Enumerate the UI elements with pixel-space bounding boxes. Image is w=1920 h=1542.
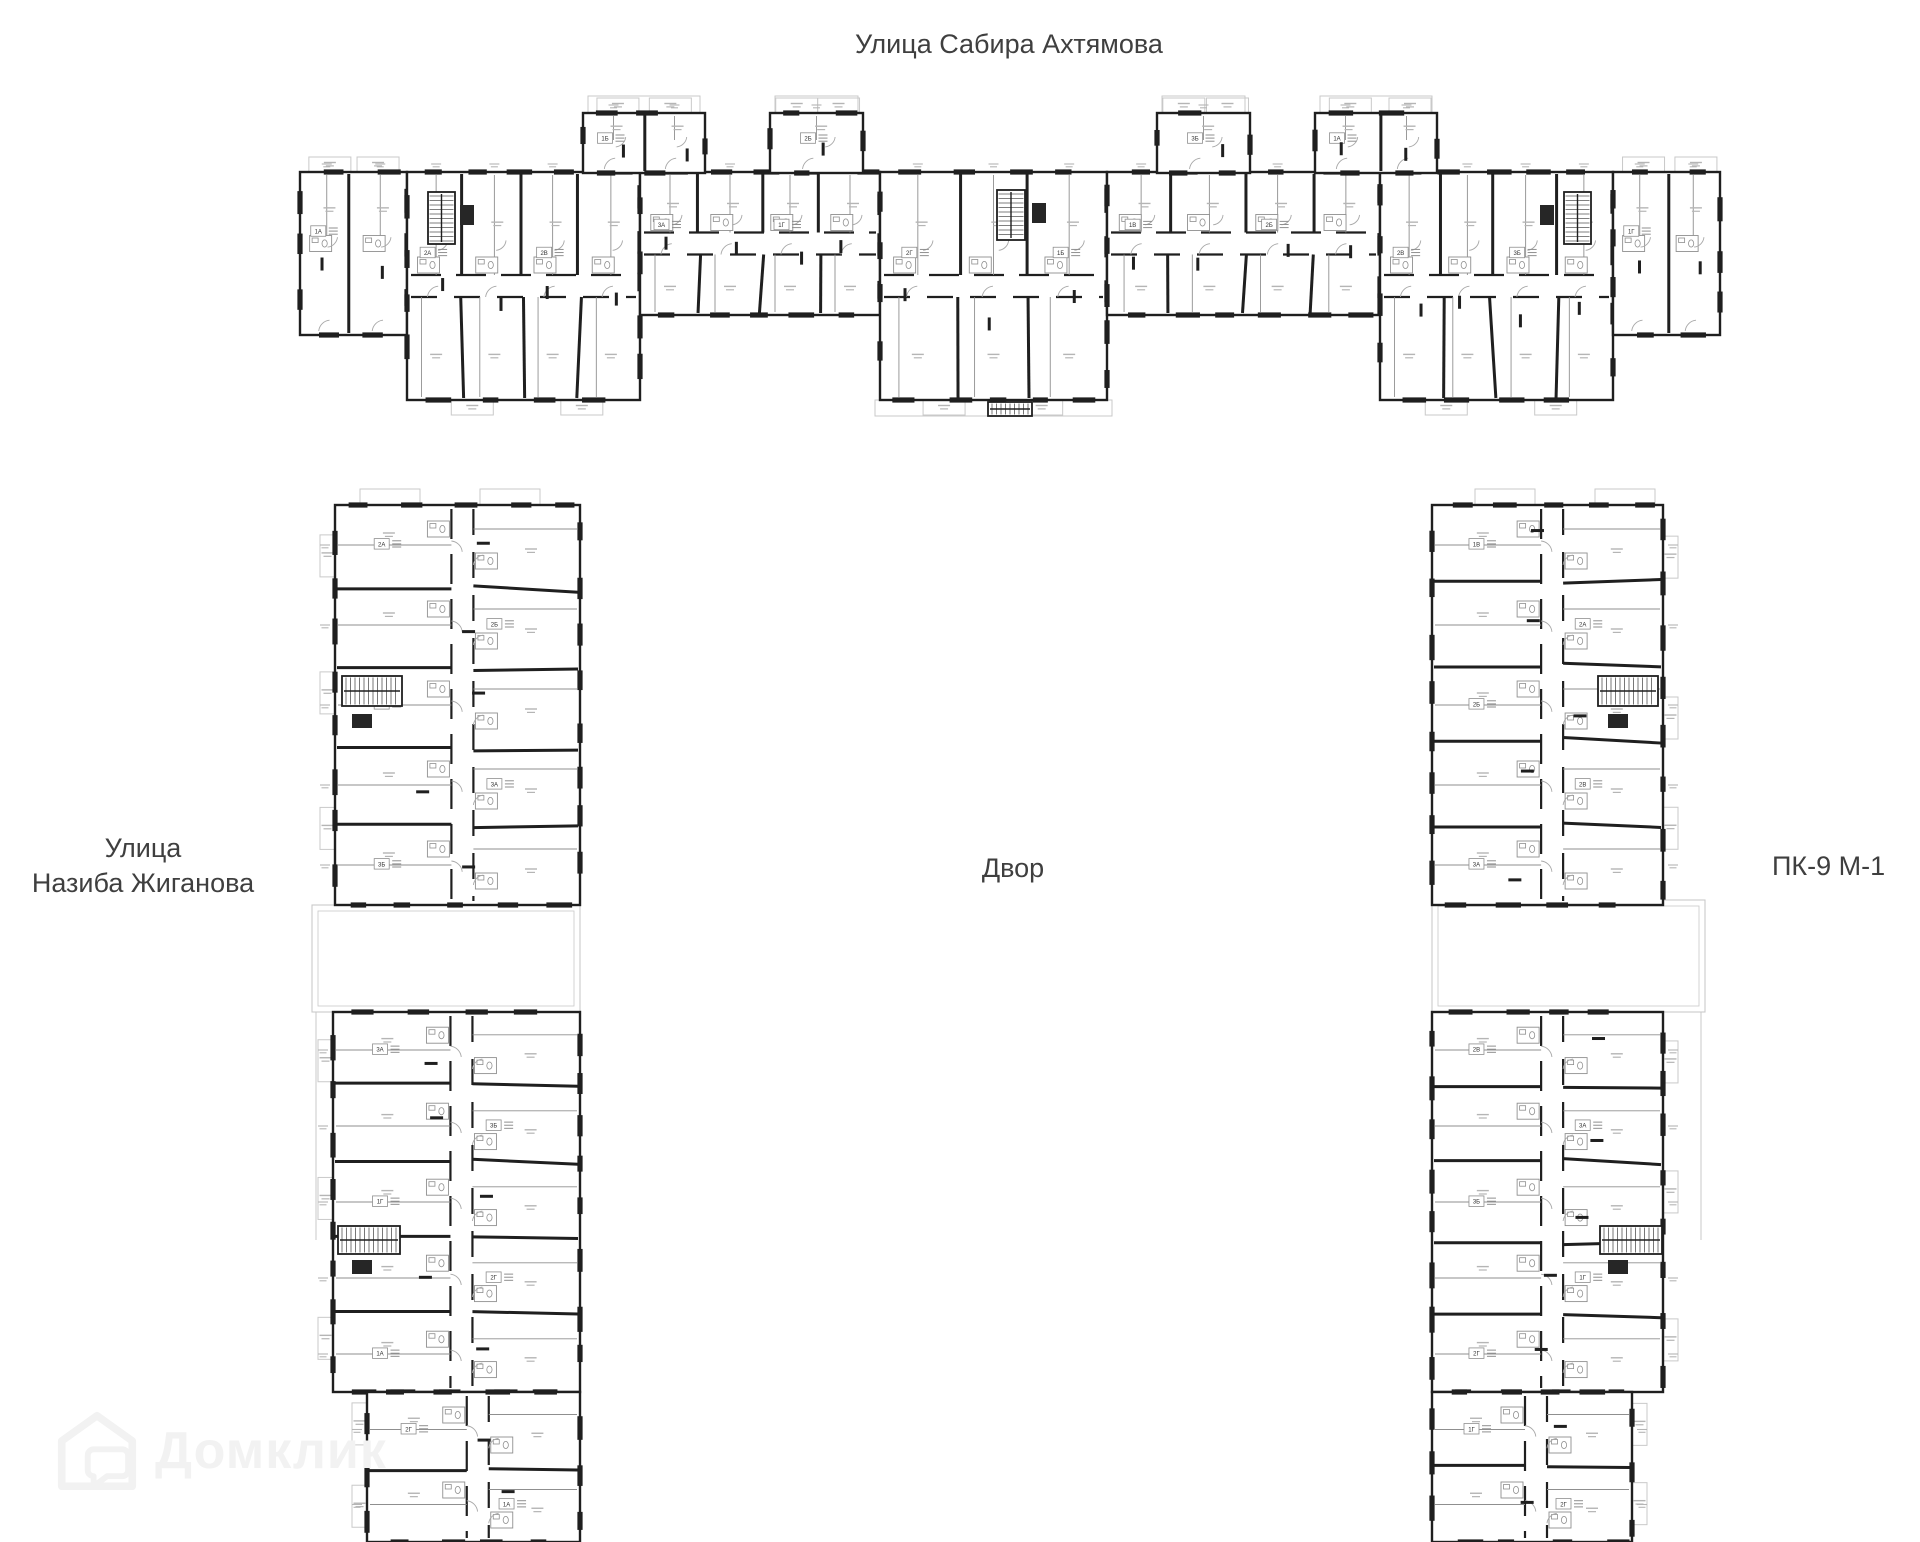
stairs-symbol — [342, 676, 402, 706]
terrace-outline — [1432, 900, 1705, 1012]
svg-text:2Б: 2Б — [1265, 222, 1273, 229]
svg-text:2Б: 2Б — [1472, 702, 1481, 709]
svg-text:1Б: 1Б — [1057, 251, 1065, 258]
svg-text:2В: 2В — [1579, 782, 1587, 789]
svg-text:2А: 2А — [378, 542, 386, 549]
courtyard-label: Двор — [981, 853, 1045, 883]
building-north-wing-f — [1610, 157, 1722, 338]
svg-text:1Г: 1Г — [376, 1199, 384, 1206]
svg-text:1Г: 1Г — [1579, 1275, 1587, 1282]
svg-text:2А: 2А — [1579, 622, 1587, 629]
elevator-shaft — [1608, 714, 1628, 728]
building-north-wing-a — [297, 157, 409, 338]
terrace-outline — [312, 905, 580, 1012]
svg-text:2В: 2В — [540, 251, 548, 258]
elevator-shaft — [1540, 205, 1554, 225]
stairs-symbol — [1600, 1226, 1662, 1254]
building-north-wing-c — [637, 164, 882, 318]
street-label-left-line2: Назиба Жиганова — [31, 868, 255, 898]
svg-text:1А: 1А — [1333, 136, 1341, 143]
street-label-left-line1: Улица — [104, 833, 182, 863]
svg-text:3Б: 3Б — [489, 1123, 498, 1130]
svg-text:1А: 1А — [314, 229, 322, 236]
stairs-symbol — [1564, 192, 1591, 244]
svg-text:1Б: 1Б — [601, 136, 609, 143]
building-north-top-t1 — [580, 98, 707, 176]
elevator-shaft — [352, 714, 372, 728]
svg-text:3Б: 3Б — [1191, 136, 1199, 143]
svg-text:3А: 3А — [490, 782, 499, 789]
stairs-symbol — [988, 402, 1032, 416]
svg-text:2Б: 2Б — [490, 622, 499, 629]
svg-text:2Г: 2Г — [405, 1427, 412, 1434]
building-east-lower — [1429, 1009, 1678, 1394]
street-label-top: Улица Сабира Ахтямова — [855, 29, 1163, 59]
building-north-top-t4 — [1312, 98, 1439, 176]
elevator-shaft — [1608, 1260, 1628, 1274]
elevator-shaft — [460, 205, 474, 225]
domklik-house-icon — [55, 1406, 139, 1496]
elevator-shaft — [352, 1260, 372, 1274]
svg-text:2В: 2В — [1472, 1047, 1481, 1054]
svg-text:3А: 3А — [376, 1047, 384, 1054]
building-north-entry-block — [877, 164, 1109, 415]
building-west-lower — [318, 1009, 583, 1394]
svg-text:1А: 1А — [502, 1502, 511, 1509]
building-north-top-t3 — [1154, 98, 1252, 176]
building-north-top-t2 — [767, 98, 865, 176]
svg-text:3А: 3А — [657, 222, 666, 229]
watermark-brand-text: Домклик — [155, 1422, 387, 1480]
elevator-shaft — [1032, 203, 1046, 223]
svg-text:1Г: 1Г — [1627, 229, 1635, 236]
svg-text:1В: 1В — [1128, 222, 1137, 229]
svg-text:2Г: 2Г — [1473, 1351, 1480, 1358]
stairs-symbol — [338, 1226, 400, 1254]
svg-text:2Б: 2Б — [804, 136, 812, 143]
stairs-symbol — [997, 190, 1025, 240]
svg-text:3Б: 3Б — [1513, 251, 1521, 258]
street-label-left — [18, 831, 268, 901]
stairs-symbol — [1598, 676, 1658, 706]
building-block-label: ПК-9 М-1 — [1772, 851, 1886, 881]
svg-text:2Г: 2Г — [1560, 1502, 1567, 1509]
svg-text:2А: 2А — [423, 251, 432, 258]
svg-text:1В: 1В — [1472, 542, 1481, 549]
building-north-wing-d — [1104, 164, 1382, 318]
svg-text:3Б: 3Б — [378, 862, 386, 869]
svg-text:1Г: 1Г — [1468, 1427, 1475, 1434]
svg-text:2Г: 2Г — [906, 251, 913, 258]
watermark — [55, 1406, 387, 1496]
svg-text:1Г: 1Г — [778, 222, 785, 229]
svg-text:3А: 3А — [1472, 862, 1481, 869]
stairs-symbol — [428, 192, 455, 244]
svg-text:2Г: 2Г — [490, 1275, 497, 1282]
svg-text:2В: 2В — [1396, 251, 1405, 258]
svg-text:1А: 1А — [376, 1351, 384, 1358]
building-east-lower-end — [1429, 1389, 1647, 1542]
svg-text:3Б: 3Б — [1472, 1199, 1481, 1206]
svg-text:3А: 3А — [1579, 1123, 1587, 1130]
